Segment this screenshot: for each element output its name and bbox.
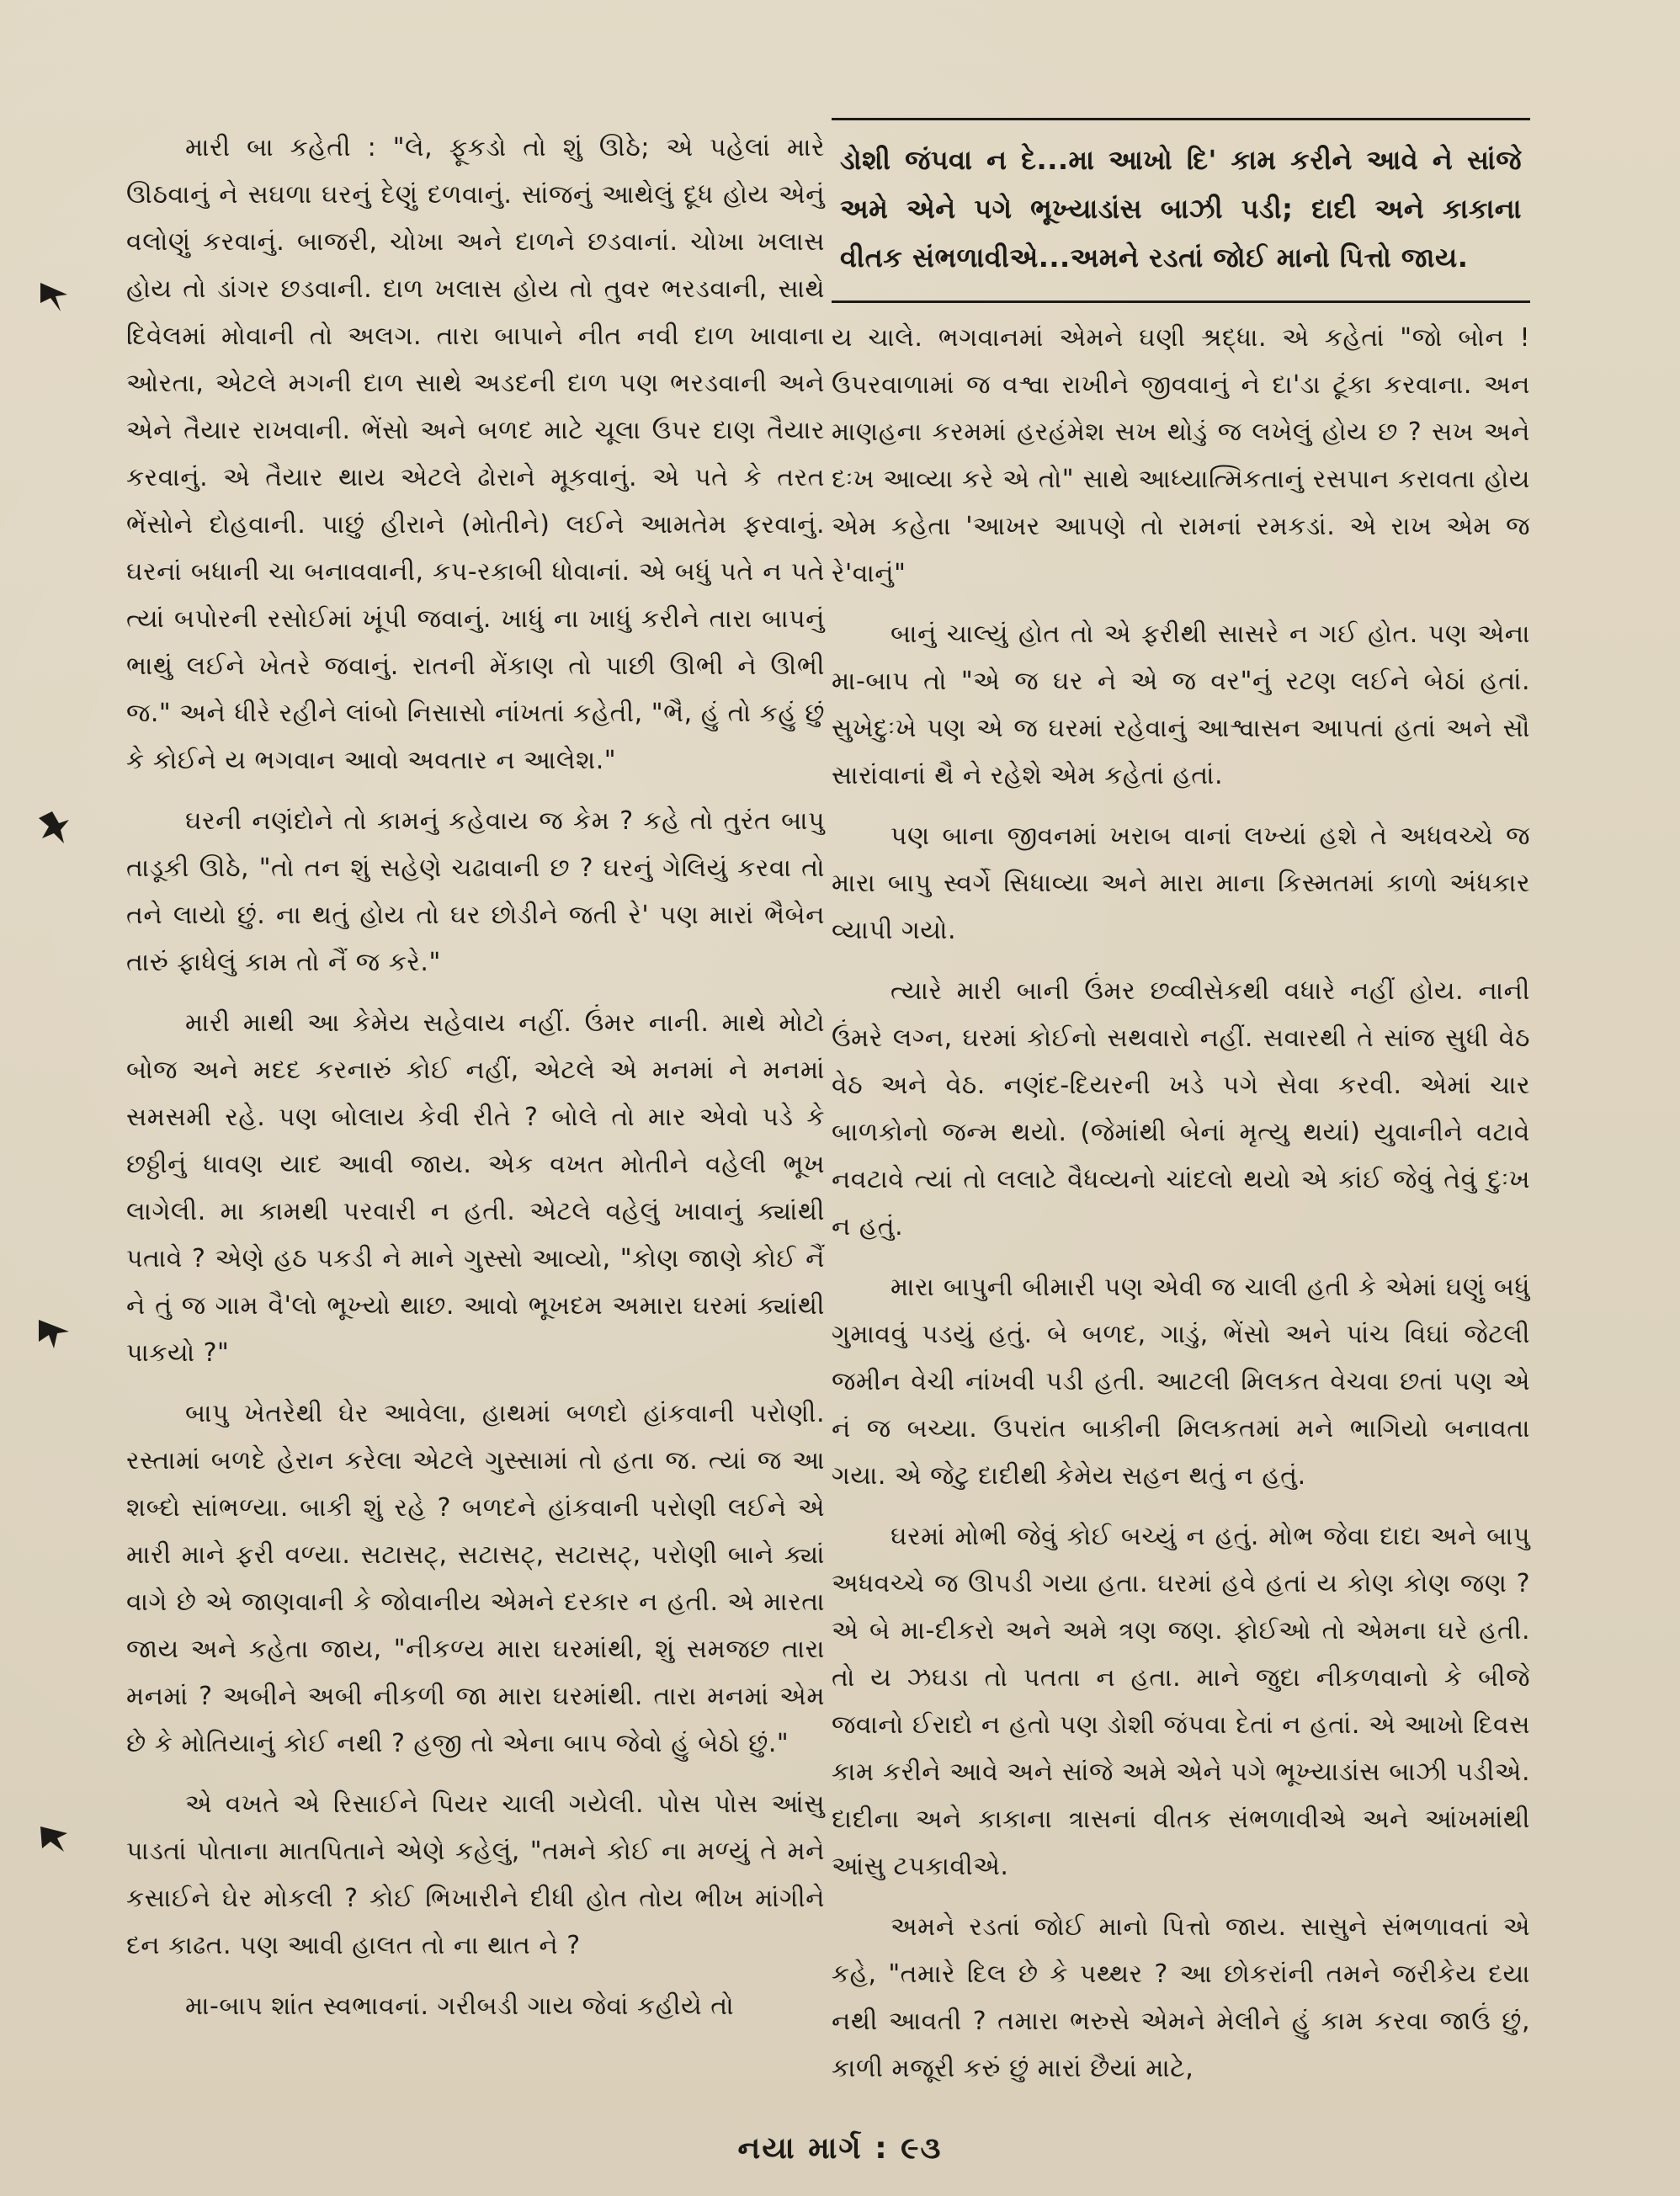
- left-column: [126, 125, 825, 2044]
- paragraph: ઘરમાં મોભી જેવું કોઈ બચ્યું ન હતું. મોભ જેવા દાદા અને બાપુ અધવચ્ચે જ ઊપડી ગયા હતા. ઘરમાં હવે હતાં ય કોણ કોણ જણ ? એ બે મા-દીકરો અને અમે ત્રણ જણ. ફોઈઓ તો એમના ઘરે હતી. તો ય ઝઘડા તો પતતા ન હતા. માને જુદા નીકળવાનો કે બીજે જવાનો ઈરાદો ન હતો પણ ડોશી જંપવા દેતાં ન હતાં. એ આખો દિવસ કામ કરીને આવે અને સાંજે અમે એને પગે ભૂખ્યાડાંસ બાઝી પડીએ. દાદીના અને કાકાના ત્રાસનાં વીતક સંભળાવીએ અને આંખમાંથી આંસુ ટપકાવીએ.: [832, 1522, 1530, 1881]
- page-footer: નયા માર્ગ : ૯૩: [737, 2131, 943, 2166]
- paragraph: એ વખતે એ રિસાઈને પિયર ચાલી ગયેલી. પોસ પોસ આંસુ પાડતાં પોતાના માતપિતાને એણે કહેલું, "તમને કોઈ ના મળ્યું તે મને કસાઈને ઘેર મોકલી ? કોઈ ભિખારીને દીધી હોત તોય ભીખ માંગીને દન કાઢત. પણ આવી હાલત તો ના થાત ને ?: [126, 1789, 825, 1960]
- paragraph: મારી માથી આ કેમેય સહેવાય નહીં. ઉંમર નાની. માથે મોટો બોજ અને મદદ કરનારું કોઈ નહીં, એટલે એ મનમાં ને મનમાં સમસમી રહે. પણ બોલાય કેવી રીતે ? બોલે તો માર એવો પડે કે છઠ્ઠીનું ધાવણ યાદ આવી જાય. એક વખત મોતીને વહેલી ભૂખ લાગેલી. મા કામથી પરવારી ન હતી. એટલે વહેલું ખાવાનું ક્યાંથી પતાવે ? એણે હઠ પકડી ને માને ગુસ્સો આવ્યો, "કોણ જાણે કોઈ નૈં ને તું જ ગામ વૈ'લો ભૂખ્યો થાછ. આવો ભૂખદમ અમારા ઘરમાં ક્યાંથી પાકયો ?": [126, 1008, 825, 1368]
- right-column: [832, 118, 1530, 2106]
- paragraph: ઘરની નણંદોને તો કામનું કહેવાય જ કેમ ? કહે તો તુરંત બાપુ તાડૂકી ઊઠે, "તો તન શું સહેણે ચઢાવાની છ ? ઘરનું ગેલિયું કરવા તો તને લાયો છું. ના થતું હોય તો ઘર છોડીને જતી રે' પણ મારાં ભૈબેન તારું ફાધેલું કામ તો નૈં જ કરે.": [126, 806, 825, 977]
- binding-hole-icon: [35, 278, 72, 315]
- paragraph: મારી બા કહેતી : "લે, ફૂકડો તો શું ઊઠે; એ પહેલાં મારે ઊઠવાનું ને સઘળા ઘરનું દેણું દળવાનું. સાંજનું આથેલું દૂધ હોય એનું વલોણું કરવાનું. બાજરી, ચોખા અને દાળને છડવાનાં. ચોખા ખલાસ હોય તો ડાંગર છડવાની. દાળ ખલાસ હોય તો તુવર ભરડવાની, સાથે દિવેલમાં મોવાની તો અલગ. તારા બાપાને નીત નવી દાળ ખાવાના ઓરતા, એટલે મગની દાળ સાથે અડદની દાળ પણ ભરડવાની અને એને તૈયાર રાખવાની. ભેંસો અને બળદ માટે ચૂલા ઉપર દાણ તૈયાર કરવાનું. એ તૈયાર થાય એટલે ઢોરાને મૂકવાનું. એ પતે કે તરત ભેંસોને દોહવાની. પાછું હીરાને (મોતીને) લઈને આમતેમ ફરવાનું. ઘરનાં બધાની ચા બનાવવાની, કપ-રકાબી ધોવાનાં. એ બધું પતે ન પતે ત્યાં બપોરની રસોઈમાં ખૂંપી જવાનું. ખાધું ના ખાધું કરીને તારા બાપનું ભાથું લઈને ખેતરે જવાનું. રાતની મેંકાણ તો પાછી ઊભી ને ઊભી જ." અને ધીરે રહીને લાંબો નિસાસો નાંખતાં કહેતી, "ભૈ, હું તો કહું છું કે કોઈને ય ભગવાન આવો અવતાર ન આલેશ.": [126, 133, 825, 775]
- pull-quote-text: ડોશી જંપવા ન દે...મા આખો દિ' કામ કરીને આવે ને સાંજે અમે એને પગે ભૂખ્યાડાંસ બાઝી પડી; દાદી અને કાકાના વીતક સંભળાવીએ...અમને રડતાં જોઈ માનો પિત્તો જાય.: [840, 144, 1522, 274]
- binding-hole-icon: [35, 1818, 72, 1855]
- binding-hole-icon: [35, 808, 72, 845]
- paragraph: મા-બાપ શાંત સ્વભાવનાં. ગરીબડી ગાય જેવાં કહીયે તો: [185, 1991, 735, 2021]
- paragraph: ત્યારે મારી બાની ઉંમર છવ્વીસેકથી વધારે નહીં હોય. નાની ઉંમરે લગ્ન, ઘરમાં કોઈનો સથવારો નહીં. સવારથી તે સાંજ સુધી વેઠ વેઠ અને વેઠ. નણંદ-દિયરની ખડે પગે સેવા કરવી. એમાં ચાર બાળકોનો જન્મ થયો. (જેમાંથી બેનાં મૃત્યુ થયાં) યુવાનીને વટાવે નવટાવે ત્યાં તો લલાટે વૈધવ્યનો ચાંદલો થયો એ કાંઈ જેવું તેવું દુઃખ ન હતું.: [832, 976, 1530, 1242]
- paragraph: પણ બાના જીવનમાં ખરાબ વાનાં લખ્યાં હશે તે અધવચ્ચે જ મારા બાપુ સ્વર્ગે સિધાવ્યા અને મારા માના કિસ્મતમાં કાળો અંધકાર વ્યાપી ગયો.: [832, 822, 1530, 945]
- pull-quote-box: [832, 118, 1530, 303]
- paragraph: ય ચાલે. ભગવાનમાં એમને ઘણી શ્રદ્ધા. એ કહેતાં "જો બોન ! ઉપરવાળામાં જ વશ્વા રાખીને જીવવાનું ને દા'ડા ટૂંકા કરવાના. અન માણહના કરમમાં હરહંમેશ સખ થોડું જ લખેલું હોય છ ? સખ અને દઃખ આવ્યા કરે એ તો" સાથે આધ્યાત્મિકતાનું રસપાન કરાવતા હોય એમ કહેતા 'આખર આપણે તો રામનાં રમકડાં. એ રાખ એમ જ રે'વાનું": [832, 323, 1530, 588]
- paragraph: મારા બાપુની બીમારી પણ એવી જ ચાલી હતી કે એમાં ઘણું બધું ગુમાવવું પડયું હતું. બે બળદ, ગાડું, ભેંસો અને પાંચ વિઘાં જેટલી જમીન વેચી નાંખવી પડી હતી. આટલી મિલકત વેચવા છતાં પણ એ નં જ બચ્યા. ઉપરાંત બાકીની મિલકતમાં મને ભાગિયો બનાવતા ગયા. એ જેટુ દાદીથી કેમેય સહન થતું ન હતું.: [832, 1273, 1530, 1491]
- binding-hole-icon: [35, 1313, 72, 1350]
- paragraph: બાપુ ખેતરેથી ઘેર આવેલા, હાથમાં બળદો હાંકવાની પરોણી. રસ્તામાં બળદે હેરાન કરેલા એટલે ગુસ્સામાં તો હતા જ. ત્યાં જ આ શબ્દો સાંભળ્યા. બાકી શું રહે ? બળદને હાંકવાની પરોણી લઈને એ મારી માને ફરી વળ્યા. સટાસટ્, સટાસટ્, સટાસટ્, પરોણી બાને ક્યાં વાગે છે એ જાણવાની કે જોવાનીય એમને દરકાર ન હતી. એ મારતા જાય અને કહેતા જાય, "નીકળ્ય મારા ઘરમાંથી, શું સમજછ તારા મનમાં ? અબીને અબી નીકળી જા મારા ઘરમાંથી. તારા મનમાં એમ છે કે મોતિયાનું કોઈ નથી ? હજી તો એના બાપ જેવો હું બેઠો છું.": [126, 1399, 825, 1758]
- paragraph: બાનું ચાલ્યું હોત તો એ ફરીથી સાસરે ન ગઈ હોત. પણ એના મા-બાપ તો "એ જ ઘર ને એ જ વર"નું રટણ લઈને બેઠાં હતાં. સુખેદુઃખે પણ એ જ ઘરમાં રહેવાનું આશ્વાસન આપતાં હતાં અને સૌ સારાંવાનાં થૈ ને રહેશે એમ કહેતાં હતાં.: [832, 619, 1530, 790]
- paragraph: અમને રડતાં જોઈ માનો પિત્તો જાય. સાસુને સંભળાવતાં એ કહે, "તમારે દિલ છે કે પથ્થર ? આ છોકરાંની તમને જરીકેય દયા નથી આવતી ? તમારા ભરુસે એમને મેલીને હું કામ કરવા જાઉં છું, કાળી મજૂરી કરું છું મારાં છૈયાં માટે,: [832, 1912, 1530, 2083]
